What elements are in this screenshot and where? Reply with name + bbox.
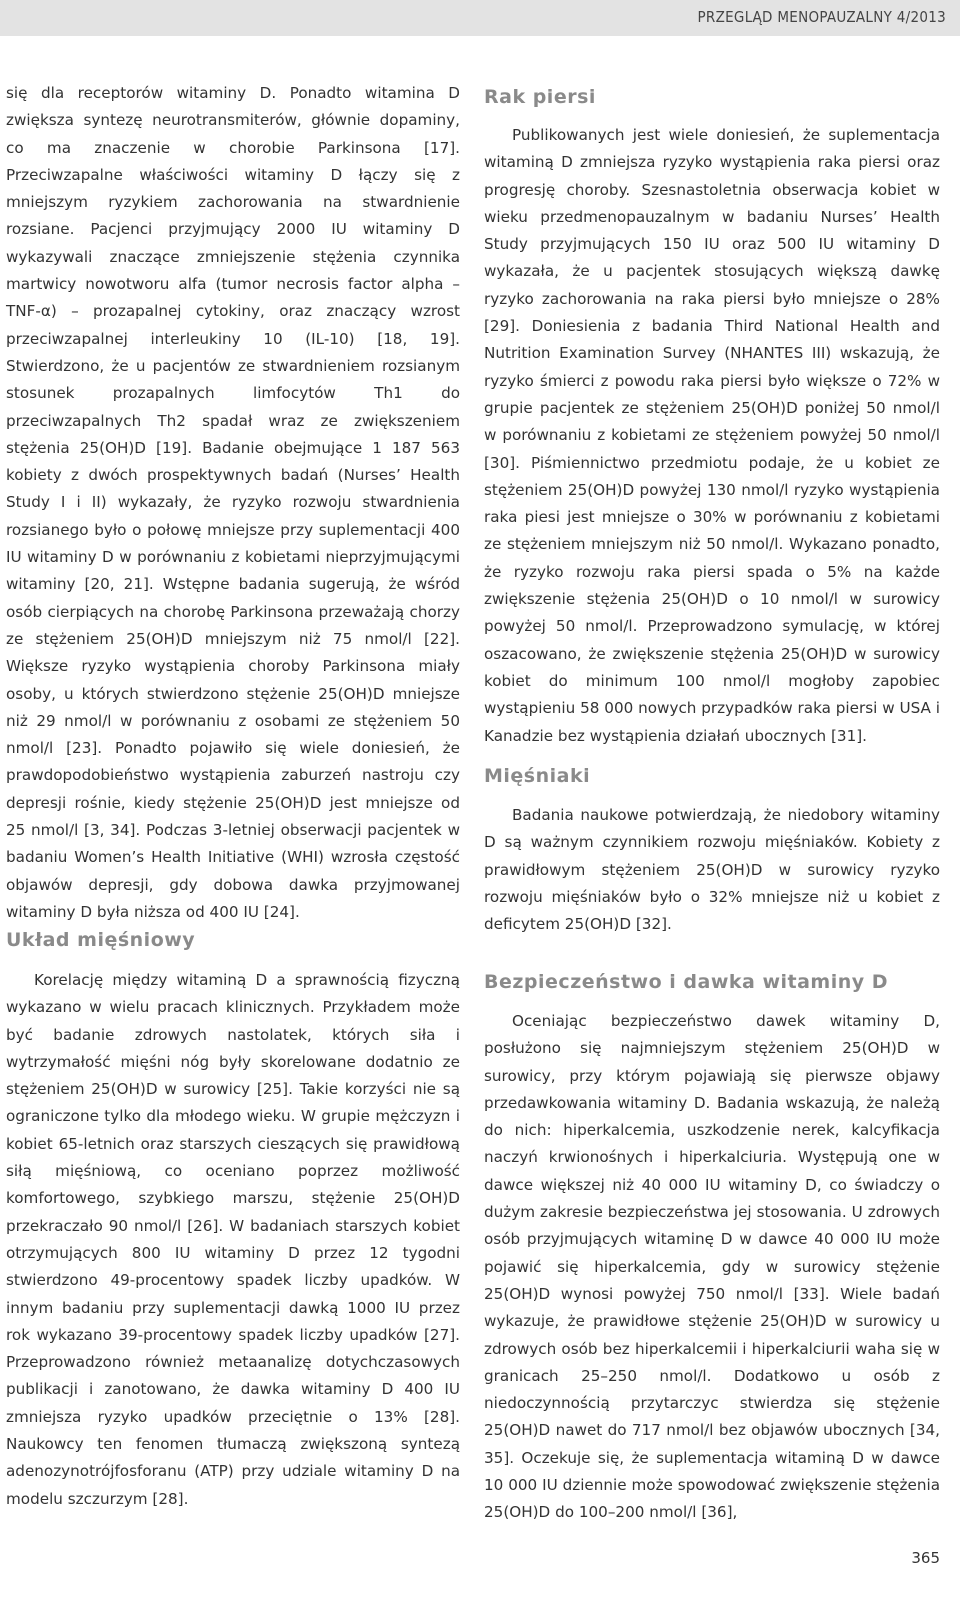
body-paragraph: Korelację między witaminą D a sprawnością fizyczną wykazano w wielu pracach klinicznych. Przykładem może być badanie zdrowych nastolatek, których siła i wytrzymałość mięśni nóg były skorelowane dodatnio ze stężeniem 25(OH)D w surowicy [25]. Takie korzyści nie są ograniczone tylko dla młodego wieku. W grupie mężczyzn i kobiet 65-letnich oraz starszych cieszących się prawidłową siłą mięśniową, co oceniano poprzez możliwość komfortowego, szybkiego marszu, stężenie 25(OH)D przekraczało 90 nmol/l [26]. W badaniach starszych kobiet otrzymujących 800 IU witaminy D przez 12 tygodni stwierdzono 49-procentowy spadek liczby upadków. W innym badaniu przy suplementacji dawką 1000 IU przez rok wykazano 39-procentowy spadek liczby upadków [27]. Przeprowadzono również metaanalizę dotychczasowych publikacji i zanotowano, że dawka witaminy D 400 IU zmniejsza ryzyko upadków przeciętnie o 13% [28]. Naukowcy ten fenomen tłumaczą zwiększoną syntezą adenozynotrójfosforanu (ATP) przy udziale witaminy D na modelu szczurzym [28]. [6,971,460,1508]
body-paragraph: Publikowanych jest wiele doniesień, że suplementacja witaminą D zmniejsza ryzyko wystąpienia raka piersi oraz progresję choroby. Szesnastoletnia obserwacja kobiet w wieku przedmenopauzalnym w badaniu Nurses’ Health Study przyjmujących 150 IU oraz 500 IU witaminy D wykazała, że u pacjentek stosujących większą dawkę ryzyko zachorowania na raka piersi było mniejsze o 28% [29]. Doniesienia z badania Third National Health and Nutrition Examination Survey (NHANTES III) wskazują, że ryzyko śmierci z powodu raka piersi było większe o 72% w grupie pacjentek ze stężeniem 25(OH)D poniżej 50 nmol/l w porównaniu z kobietami ze stężeniem powyżej 50 nmol/l [30]. Piśmiennictwo przedmiotu podaje, że u kobiet ze stężeniem 25(OH)D powyżej 130 nmol/l ryzyko wystąpienia raka piesi jest mniejsze o 30% w porównaniu z kobietami ze stężeniem mniejszym niż 50 nmol/l. Wykazano ponadto, że ryzyko rozwoju raka piersi spada o 5% na każde zwiększenie stężenia 25(OH)D o 10 nmol/l w surowicy powyżej 50 nmol/l. Przeprowadzono symulację, w której oszacowano, że zwiększenie stężenia 25(OH)D w surowicy kobiet do minimum 100 nmol/l mogłoby zapobiec wystąpieniu 58 000 nowych przypadków raka piersi w USA i Kanadzie bez wystąpienia działań ubocznych [31]. [484,126,940,745]
body-paragraph: się dla receptorów witaminy D. Ponadto witamina D zwiększa syntezę neurotransmiterów, głównie dopaminy, co ma znaczenie w chorobie Parkinsona [17]. Przeciwzapalne właściwości witaminy D łączy się z mniejszym ryzykiem zachorowania na stwardnienie rozsiane. Pacjenci przyjmujący 2000 IU witaminy D wykazywali znaczące zmniejszenie stężenia czynnika martwicy nowotworu alfa (tumor necrosis factor alpha – TNF-α) – prozapalnej cytokiny, oraz znaczący wzrost przeciwzapalnej interleukiny 10 (IL-10) [18, 19]. Stwierdzono, że u pacjentów ze stwardnieniem rozsianym stosunek prozapalnych limfocytów Th1 do przeciwzapalnych Th2 spadał wraz ze zwiększeniem stężenia 25(OH)D [19]. Badanie obejmujące 1 187 563 kobiety z dwóch prospektywnych badań (Nurses’ Health Study I i II) wykazały, że ryzyko rozwoju stwardnienia rozsianego było o połowę mniejsze przy suplementacji 400 IU witaminy D w porównaniu z kobietami nieprzyjmującymi witaminy [20, 21]. Wstępne badania sugerują, że wśród osób cierpiących na chorobę Parkinsona przeważają chorzy ze stężeniem 25(OH)D mniejszym niż 75 nmol/l [22]. Większe ryzyko wystąpienia choroby Parkinsona miały osoby, u których stwierdzono stężenie 25(OH)D mniejsze niż 29 nmol/l w porównaniu z osobami ze stężeniem 50 nmol/l [23]. Ponadto pojawiło się wiele doniesień, że prawdopodobieństwo wystąpienia zaburzeń nastroju czy depresji rośnie, kiedy stężenie 25(OH)D jest mniejsze od 25 nmol/l [3, 34]. Podczas 3-letniej obserwacji pacjentek w badaniu Women’s Health Initiative (WHI) wzrosła częstość objawów depresji, gdy dobowa dawka przyjmowanej witaminy D była niższa od 400 IU [24]. [6,84,460,921]
body-paragraph: Oceniając bezpieczeństwo dawek witaminy D, posłużono się najmniejszym stężeniem 25(OH)D w surowicy, przy którym pojawiają się pierwsze objawy przedawkowania witaminy D. Badania wskazują, że należą do nich: hiperkalcemia, uszkodzenie nerek, kalcyfikacja naczyń krwionośnych i hiperkalciuria. Występują one w dawce większej niż 40 000 IU witaminy D, co świadczy o dużym zakresie bezpieczeństwa jej stosowania. U zdrowych osób przyjmujących witaminę D w dawce 40 000 IU może pojawić się hiperkalcemia, gdy w surowicy stężenie 25(OH)D wynosi powyżej 750 nmol/l [33]. Wiele badań wykazuje, że prawidłowe stężenie 25(OH)D w surowicy u zdrowych osób bez hiperkalcemii i hiperkalciurii waha się w granicach 25–250 nmol/l. Dodatkowo u osób z niedoczynnością przytarczyc stwierdza się stężenie 25(OH)D nawet do 717 nmol/l bez objawów ubocznych [34, 35]. Oczekuje się, że suplementacja witaminą D w dawce 10 000 IU dziennie może spowodować zwiększenie stężenia 25(OH)D do 100–200 nmol/l [36], [484,1012,940,1522]
page-number: 365 [911,1549,940,1567]
journal-title: PRZEGLĄD MENOPAUZALNY 4/2013 [697,8,946,26]
body-paragraph: Badania naukowe potwierdzają, że niedobory witaminy D są ważnym czynnikiem rozwoju mięśniaków. Kobiety z prawidłowym stężeniem 25(OH)D w surowicy ryzyko rozwoju mięśniaków było o 32% mniejsze niż u kobiet z deficytem 25(OH)D [32]. [484,806,940,934]
section-heading: Rak piersi [484,86,596,108]
running-header [0,0,960,36]
section-heading: Układ mięśniowy [6,929,196,951]
section-heading: Bezpieczeństwo i dawka witaminy D [484,971,889,993]
section-heading: Mięśniaki [484,765,591,787]
